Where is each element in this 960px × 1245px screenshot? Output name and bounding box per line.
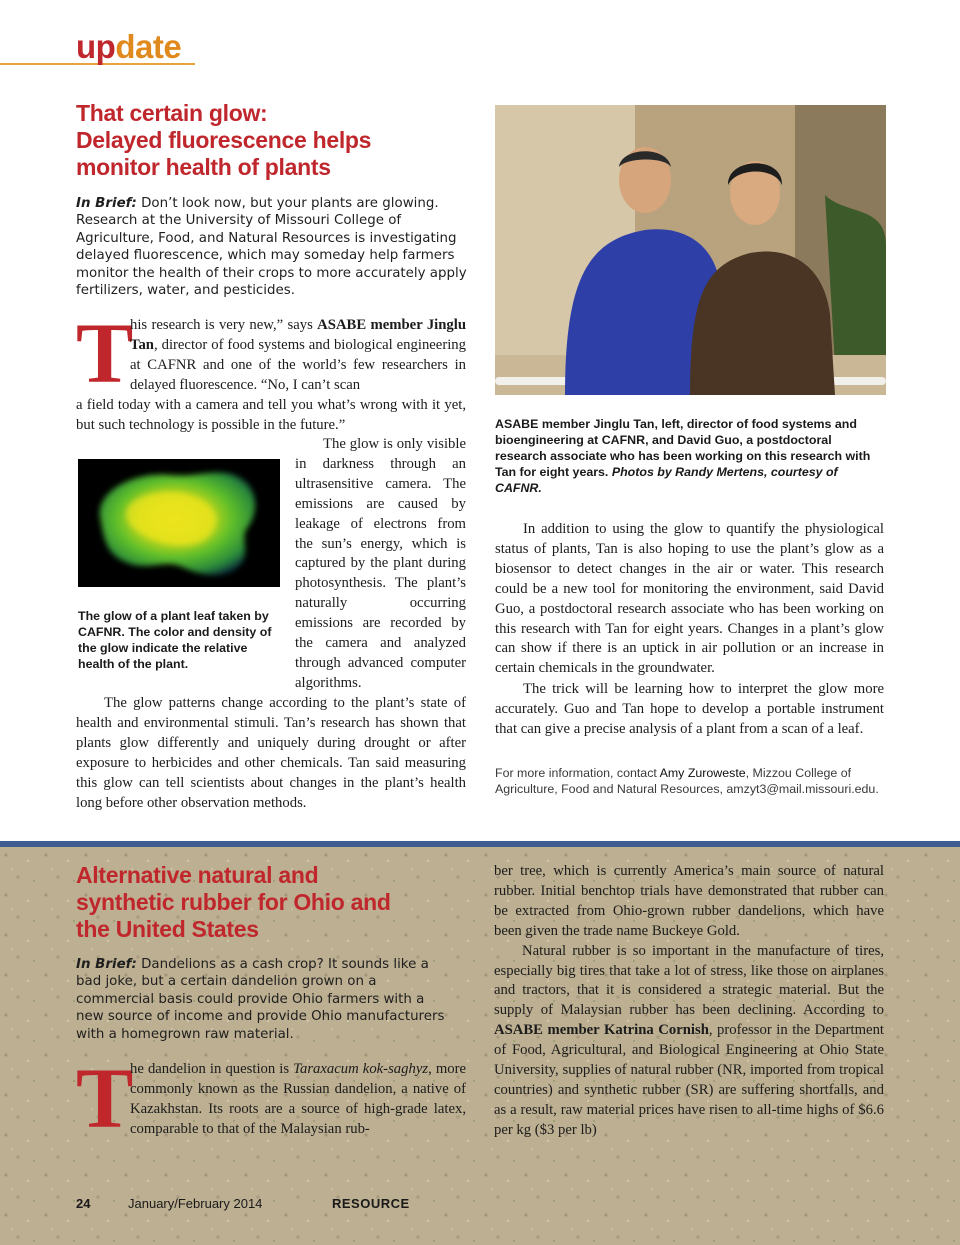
title-line: Delayed fluorescence helps — [76, 127, 372, 153]
brief-text: Don’t look now, but your plants are glowing. Research at the University of Missouri College of Agriculture, Food, and Natural Resources is investigating delayed fluorescence, which may someday help farmers monitor the health of their crops to more accurately apply fertilizers, water, and pesticides. — [76, 196, 467, 299]
plant-glow-image — [78, 459, 280, 587]
person-name: ASABE member Jinglu Tan — [130, 317, 467, 353]
brief-text: Dandelions as a cash crop? It sounds like a bad joke, but a certain dandelion grown on a commercial basis could provide Ohio farmers with a new source of income and provide Ohio manufacturers with a homegrown raw material. — [76, 957, 445, 1042]
article1-paragraph-4: In addition to using the glow to quantify the physiological status of plants, Tan is also hoping to use the plant’s glow as a biosensor to detect changes in the air or water. This research could be a new tool for monitoring the environment, said David Guo, a postdoctoral research associate who has been working on this research with Tan for eight years. Changes in a plant’s glow can show if there is an uptick in air pollution or an increase in certain chemicals in the groundwater. — [495, 521, 884, 677]
article1-paragraph-2: The glow is only visible in darkness through an ultrasensitive camera. The emissions are caused by leakage of electrons from the sun’s energy, which is captured by the plant during photosynthesis. The plant’s naturally occurring emissions are recorded by the camera and analyzed through advanced computer algorithms. — [295, 436, 466, 691]
issue-date: January/February 2014 — [128, 1196, 263, 1211]
brief-label: In Brief: — [76, 957, 137, 972]
article1-brief — [76, 195, 471, 299]
person-name: ASABE member Katrina Cornish — [494, 1022, 709, 1039]
article2-column-2: ber tree, which is currently America’s main source of natural rubber. Initial benchtop trials have demonstrated that rubber can be extracted from Ohio-grown rubber dandelions, which have been given the trade name Buckeye Gold. Natural rubber is so important in the manufacture of tires, especially big tires that take a lot of stress, like those on airplanes and tractors, that it is considered a strategic material. But the supply of Malaysian rubber has been declining. According to ASABE member Katrina Cornish, professor in the Department of Food, Agricultural, and Biological Engineering at Ohio State University, supplies of natural rubber (NR, imported from tropical countries) and synthetic rubber (SR) are suffering shortfalls, and as a result, raw material prices have risen to all-time highs of $6.6 per kg ($3 per lb) — [494, 863, 884, 1138]
magazine-name: RESOURCE — [332, 1196, 410, 1211]
title-line: monitor health of plants — [76, 154, 331, 180]
title-line: Alternative natural and — [76, 862, 319, 888]
section-header: update — [76, 28, 182, 65]
photo-credit: Photos by Randy Mertens, courtesy of CAFNR. — [495, 465, 838, 495]
title-line: the United States — [76, 916, 259, 942]
article1-title — [76, 100, 476, 181]
species-name: Taraxacum kok-saghyz — [293, 1061, 429, 1077]
contact-name: Amy Zuroweste — [659, 766, 746, 780]
article1-paragraph-5: The trick will be learning how to interpret the glow more accurately. Guo and Tan hope to develop a portable instrument that can give a precise analysis of a plant from a scan of a leaf. — [495, 681, 884, 737]
dropcap: T — [76, 305, 134, 401]
article1-paragraph-3: The glow patterns change according to the plant’s state of health and environmental stimuli. Tan’s research has shown that plants glow differently and uniquely during drought or after exposure to herbicides and other chemicals. Tan said measuring this glow can tell scientists about changes in the plant’s health long before other observation methods. — [76, 695, 466, 811]
title-line: That certain glow: — [76, 100, 268, 126]
dropcap: T — [76, 1050, 134, 1146]
article2-brief — [76, 956, 456, 1043]
article1-paragraph-1-cont: a field today with a camera and tell you what’s wrong with it yet, but such technology is possible in the future.” — [76, 397, 466, 433]
page-number: 24 — [76, 1196, 91, 1211]
article2-title — [76, 862, 476, 943]
brief-label: In Brief: — [76, 196, 137, 211]
title-line: synthetic rubber for Ohio and — [76, 889, 391, 915]
researchers-photo — [495, 105, 886, 395]
contact-info: For more information, contact Amy Zuroweste, Mizzou College of Agriculture, Food and Natural Resources, amzyt3@mail.missouri.edu. — [495, 766, 879, 796]
glow-image-caption: The glow of a plant leaf taken by CAFNR. The color and density of the glow indicate the relative health of the plant. — [78, 609, 272, 671]
article1-paragraph-1: his research is very new,” says ASABE member Jinglu Tan, director of food systems and biological engineering at CAFNR and one of the world’s few researchers in delayed fluorescence. “No, I can’t scan — [130, 317, 467, 393]
article2-paragraph-1: he dandelion in question is Taraxacum kok-saghyz, more commonly known as the Russian dandelion, a native of Kazakhstan. Its roots are a source of high-grade latex, comparable to that of the Malaysian rub- — [130, 1061, 466, 1137]
photo-caption: ASABE member Jinglu Tan, left, director of food systems and bioengineering at CAFNR, and David Guo, a postdoctoral research associate who has been working on this research with Tan for eight years. Photos by Randy Mertens, courtesy of CAFNR. — [495, 417, 871, 495]
